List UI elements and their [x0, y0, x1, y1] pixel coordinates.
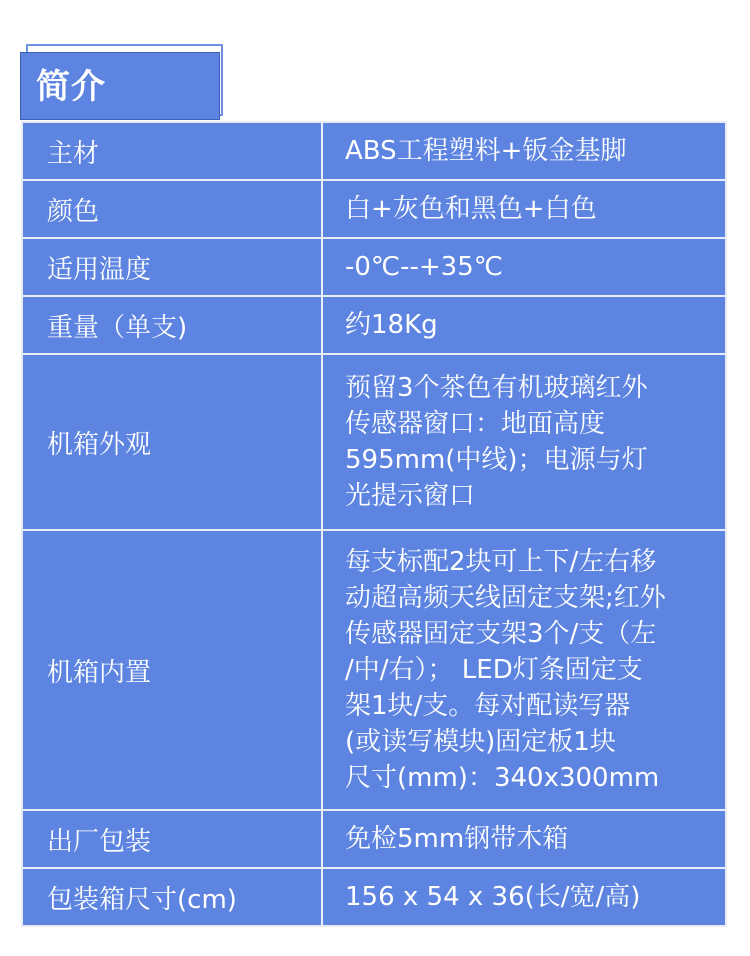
row-value: 156 x 54 x 36(长/宽/高) [322, 868, 726, 926]
table-row [22, 238, 726, 296]
row-value: 白+灰色和黑色+白色 [322, 180, 726, 238]
row-label: 适用温度 [22, 238, 322, 296]
row-label: 包装箱尺寸(cm) [22, 868, 322, 926]
row-label: 重量（单支) [22, 296, 322, 354]
table-row [22, 122, 726, 180]
table-row [22, 530, 726, 810]
row-label: 主材 [22, 122, 322, 180]
row-label: 颜色 [22, 180, 322, 238]
row-label: 机箱外观 [22, 354, 322, 530]
row-value: 约18Kg [322, 296, 726, 354]
row-value: 预留3个茶色有机玻璃红外 传感器窗口：地面高度 595mm(中线)；电源与灯 光提示窗口 [322, 354, 726, 530]
table-row [22, 296, 726, 354]
row-value: -0℃--+35℃ [322, 238, 726, 296]
row-value: 免检5mm钢带木箱 [322, 810, 726, 868]
row-label: 机箱内置 [22, 530, 322, 810]
section-title: 简介 [20, 52, 220, 120]
row-value: 每支标配2块可上下/左右移 动超高频天线固定支架;红外 传感器固定支架3个/支（左 /中/右）； LED灯条固定支 架1块/支。每对配读写器 (或读写模块)固定板1块 尺寸(mm)：340x300mm [322, 530, 726, 810]
row-label: 出厂包装 [22, 810, 322, 868]
spec-table [21, 121, 727, 927]
table-row [22, 868, 726, 926]
table-row [22, 810, 726, 868]
table-row [22, 354, 726, 530]
table-row [22, 180, 726, 238]
row-value: ABS工程塑料+钣金基脚 [322, 122, 726, 180]
